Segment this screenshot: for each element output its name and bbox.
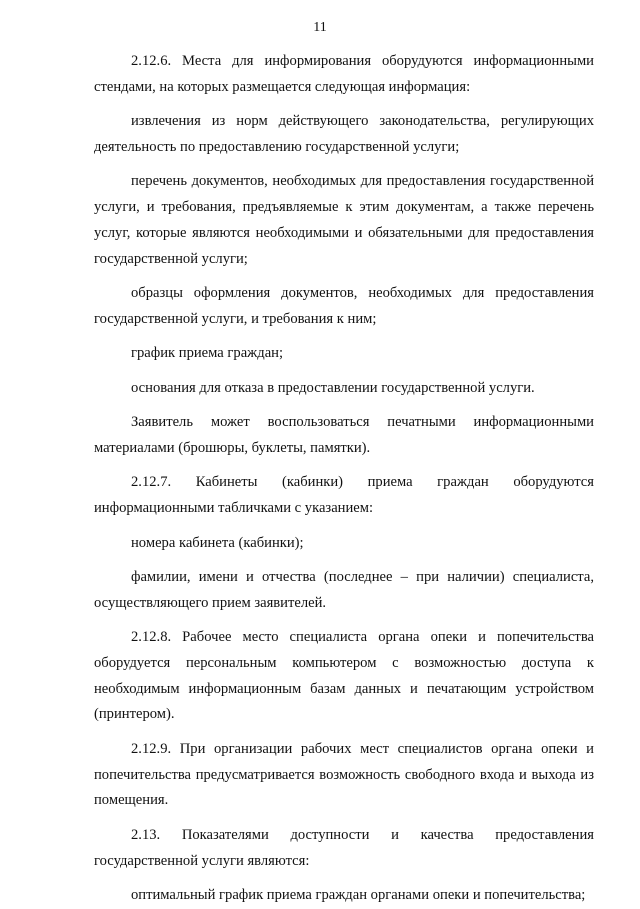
list-item-optimal-schedule: оптимальный график приема граждан органами опеки и попечительства; [131,887,586,904]
list-item-legislation-extracts: извлечения из норм действующего законодательства, регулирующих деятельность по предоставлению государственной услуги; [94,113,594,155]
paragraph-2-12-7: 2.12.7. Кабинеты (кабинки) приема граждан оборудуются информационными табличками с указанием: [94,474,594,517]
paragraph-2-13: 2.13. Показателями доступности и качества предоставления государственной услуги являются: [94,826,594,869]
list-item-reception-schedule: график приема граждан; [131,345,284,362]
list-item-specialist-name: фамилии, имени и отчества (последнее – при наличии) специалиста, осуществляющего прием заявителей. [94,568,594,611]
page-number: 11 [313,20,327,35]
paragraph-2-12-6: 2.12.6. Места для информирования оборудуются информационными стендами, на которых размещается следующая информация: [94,53,594,95]
list-item-refusal-grounds: основания для отказа в предоставлении государственной услуги. [131,379,535,396]
list-item-office-number: номера кабинета (кабинки); [131,534,304,551]
paragraph-2-12-8: 2.12.8. Рабочее место специалиста органа опеки и попечительства оборудуется персональным компьютером с возможностью доступа к необходимым информационным базам данных и печатающим устройством (принтером). [94,629,594,723]
document-body [94,49,594,909]
list-item-documents-list: перечень документов, необходимых для предоставления государственной услуги, и требования, предъявляемые к этим документам, а также перечень услуг, которые являются необходимыми и обязательными для предоставления государственной услуги; [94,173,594,267]
list-item-document-samples: образцы оформления документов, необходимых для предоставления государственной услуги, и требования к ним; [94,285,594,327]
paragraph-printed-materials: Заявитель может воспользоваться печатными информационными материалами (брошюры, буклеты, памятки). [94,414,594,456]
paragraph-2-12-9: 2.12.9. При организации рабочих мест специалистов органа опеки и попечительства предусматривается возможность свободного входа и выхода из помещения. [94,740,594,809]
